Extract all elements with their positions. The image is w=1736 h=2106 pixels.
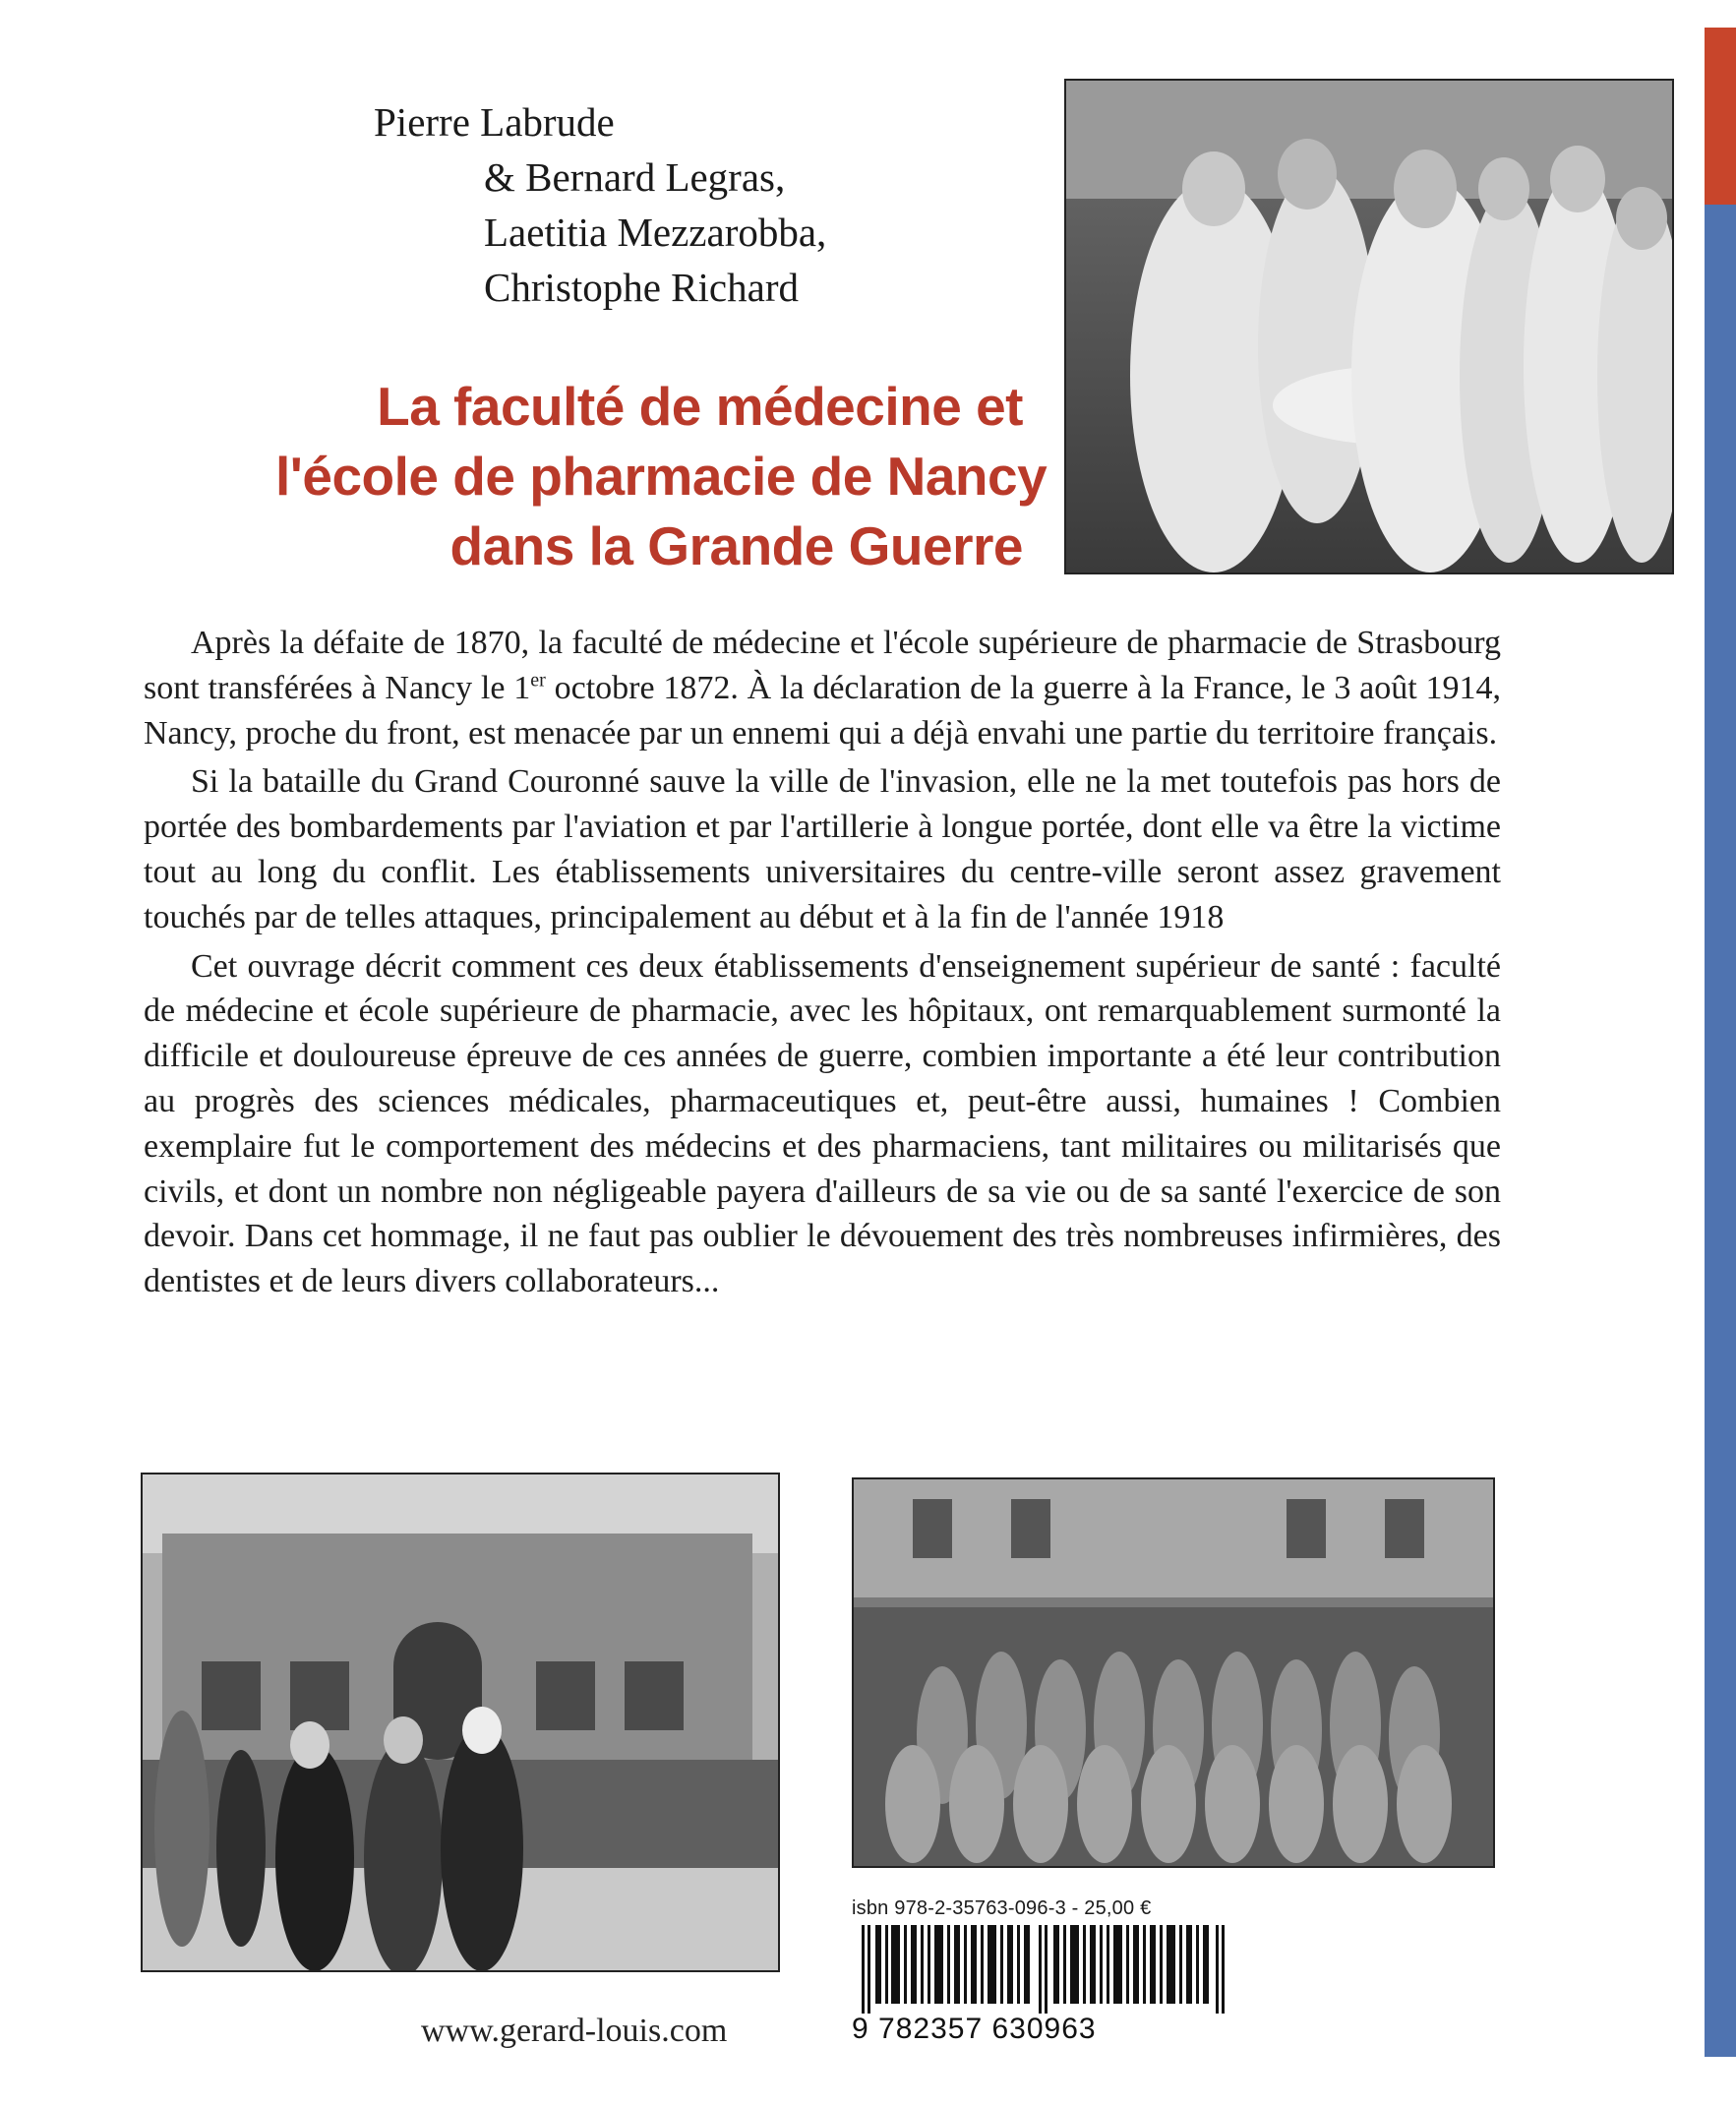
isbn-price-label: isbn 978-2-35763-096-3 - 25,00 € xyxy=(852,1897,1152,1919)
back-cover-summary xyxy=(144,621,1501,1308)
spine-red-band xyxy=(1705,28,1736,205)
faculty-courtyard-photo xyxy=(141,1473,780,1972)
military-group-photo xyxy=(852,1477,1495,1868)
barcode-image xyxy=(852,1925,1245,2014)
author-name: & Bernard Legras, xyxy=(484,154,786,200)
spine-blue-band xyxy=(1705,205,1736,2057)
summary-paragraph: Cet ouvrage décrit comment ces deux établissements d'enseignement supérieur de santé : faculté de médecine et école supérieure de pharmacie, avec les hôpitaux, ont remarquablement surmonté la difficile et douloureuse épreuve de ces années de guerre, combien importante a été leur contribution au progrès des sciences médicales, pharmaceutiques et, peut-être aussi, humaines ! Combien exemplaire fut le comportement des médecins et des pharmaciens, tant militaires ou militarisés que civils, et dont un nombre non négligeable payera d'ailleurs de sa vie ou de sa santé l'exercice de son devoir. Dans cet hommage, il ne faut pas oublier le dévouement des très nombreuses infirmières, des dentistes et de leurs divers collaborateurs... xyxy=(144,947,1501,1300)
book-title xyxy=(275,372,1048,581)
book-title-line: La faculté de médecine et xyxy=(377,376,1023,437)
book-title-line: l'école de pharmacie de Nancy xyxy=(275,446,1048,507)
operating-room-photo xyxy=(1064,79,1674,574)
publisher-website[interactable]: www.gerard-louis.com xyxy=(421,2013,728,2049)
author-name: Christophe Richard xyxy=(484,265,799,310)
summary-paragraph: Si la bataille du Grand Couronné sauve la ville de l'invasion, elle ne la met toutefois pas hors de portée des bombardements par l'aviation et par l'artillerie à longue portée, dont elle va être la victime tout au long du conflit. Les établissements universitaires du centre-ville seront assez gravement touchés par de telles attaques, principalement au début et à la fin de l'année 1918 xyxy=(144,763,1501,935)
summary-paragraph: Après la défaite de 1870, la faculté de médecine et l'école supérieure de pharmacie de Strasbourg sont transférées à Nancy le 1er octobre 1872. À la déclaration de la guerre à la France, le 3 août 1914, Nancy, proche du front, est menacée par un ennemi qui a déjà envahi une partie du territoire français. xyxy=(144,625,1501,752)
book-title-line: dans la Grande Guerre xyxy=(449,515,1023,576)
author-name: Laetitia Mezzarobba, xyxy=(484,210,827,255)
author-name: Pierre Labrude xyxy=(374,99,615,145)
author-list xyxy=(374,94,1003,315)
barcode-digits: 9 782357 630963 xyxy=(852,2013,1097,2045)
